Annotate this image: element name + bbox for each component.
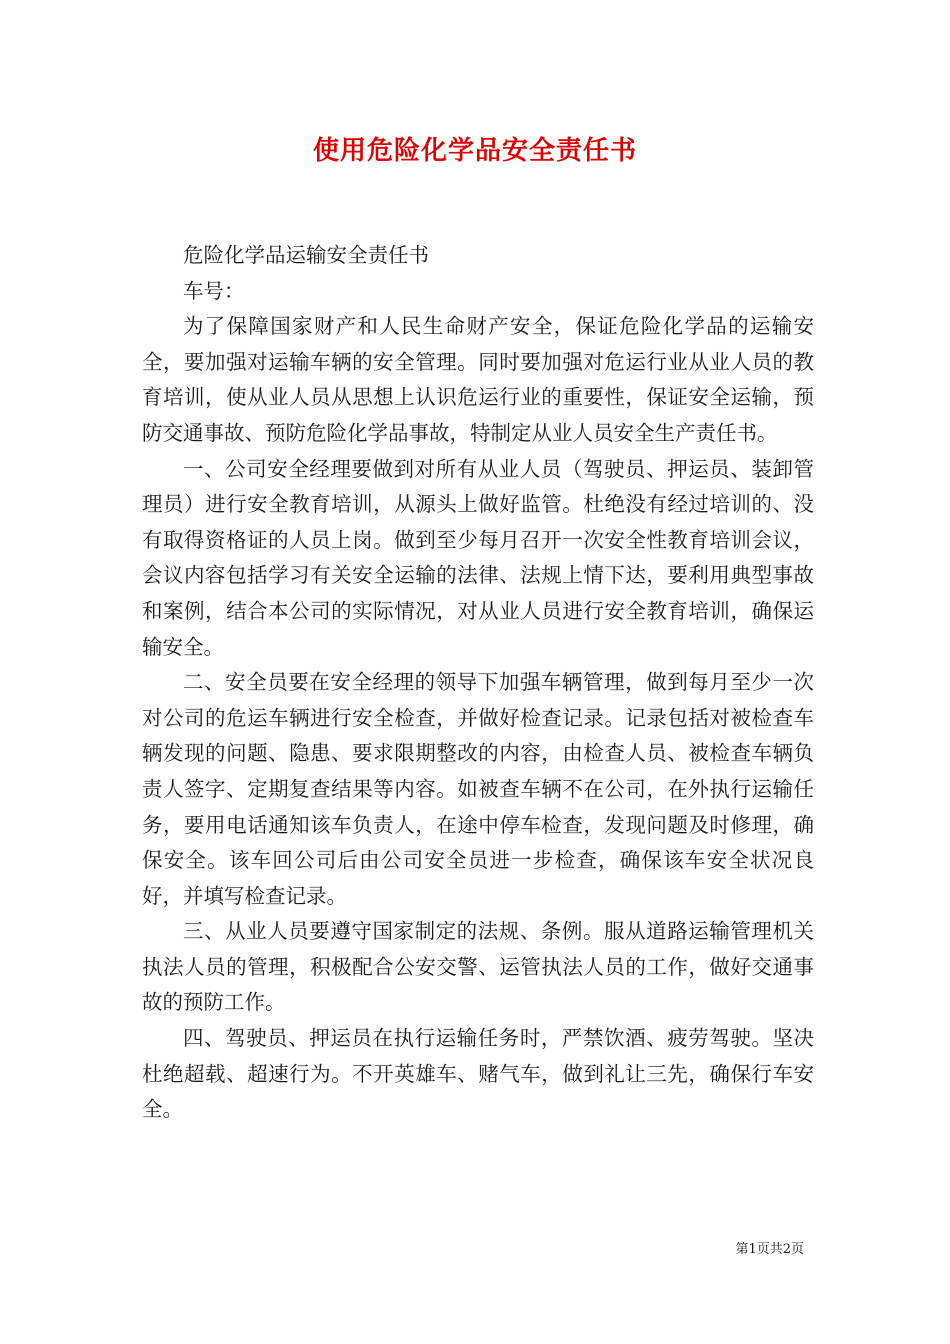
document-body	[142, 238, 814, 1128]
page-indicator: 第1页共2页	[735, 1242, 804, 1257]
paragraph-intro: 为了保障国家财产和人民生命财产安全，保证危险化学品的运输安全，要加强对运输车辆的安全管理。同时要加强对危运行业从业人员的教育培训，使从业人员从思想上认识危运行业的重要性，保证安全运输，预防交通事故、预防危险化学品事故，特制定从业人员安全生产责任书。	[142, 314, 814, 445]
paragraph-clause-4: 四、驾驶员、押运员在执行运输任务时，严禁饮酒、疲劳驾驶。坚决杜绝超载、超速行为。不开英雄车、赌气车，做到礼让三先，确保行车安全。	[142, 1026, 814, 1122]
paragraph-vehicle-number: 车号：	[183, 278, 245, 303]
paragraph-subtitle: 危险化学品运输安全责任书	[183, 243, 429, 267]
document-title: 使用危险化学品安全责任书	[312, 136, 637, 166]
paragraph-clause-2: 二、安全员要在安全经理的领导下加强车辆管理，做到每月至少一次对公司的危运车辆进行安全检查，并做好检查记录。记录包括对被检查车辆发现的问题、隐患、要求限期整改的内容，由检查人员、被检查车辆负责人签字、定期复查结果等内容。如被查车辆不在公司，在外执行运输任务，要用电话通知该车负责人，在途中停车检查，发现问题及时修理，确保安全。该车回公司后由公司安全员进一步检查，确保该车安全状况良好，并填写检查记录。	[142, 670, 814, 908]
paragraph-clause-3: 三、从业人员要遵守国家制定的法规、条例。服从道路运输管理机关执法人员的管理，积极配合公安交警、运管执法人员的工作，做好交通事故的预防工作。	[142, 919, 814, 1015]
paragraph-clause-1: 一、公司安全经理要做到对所有从业人员（驾驶员、押运员、装卸管理员）进行安全教育培训，从源头上做好监管。杜绝没有经过培训的、没有取得资格证的人员上岗。做到至少每月召开一次安全性教育培训会议，会议内容包括学习有关安全运输的法律、法规上情下达，要利用典型事故和案例，结合本公司的实际情况，对从业人员进行安全教育培训，确保运输安全。	[142, 456, 814, 659]
